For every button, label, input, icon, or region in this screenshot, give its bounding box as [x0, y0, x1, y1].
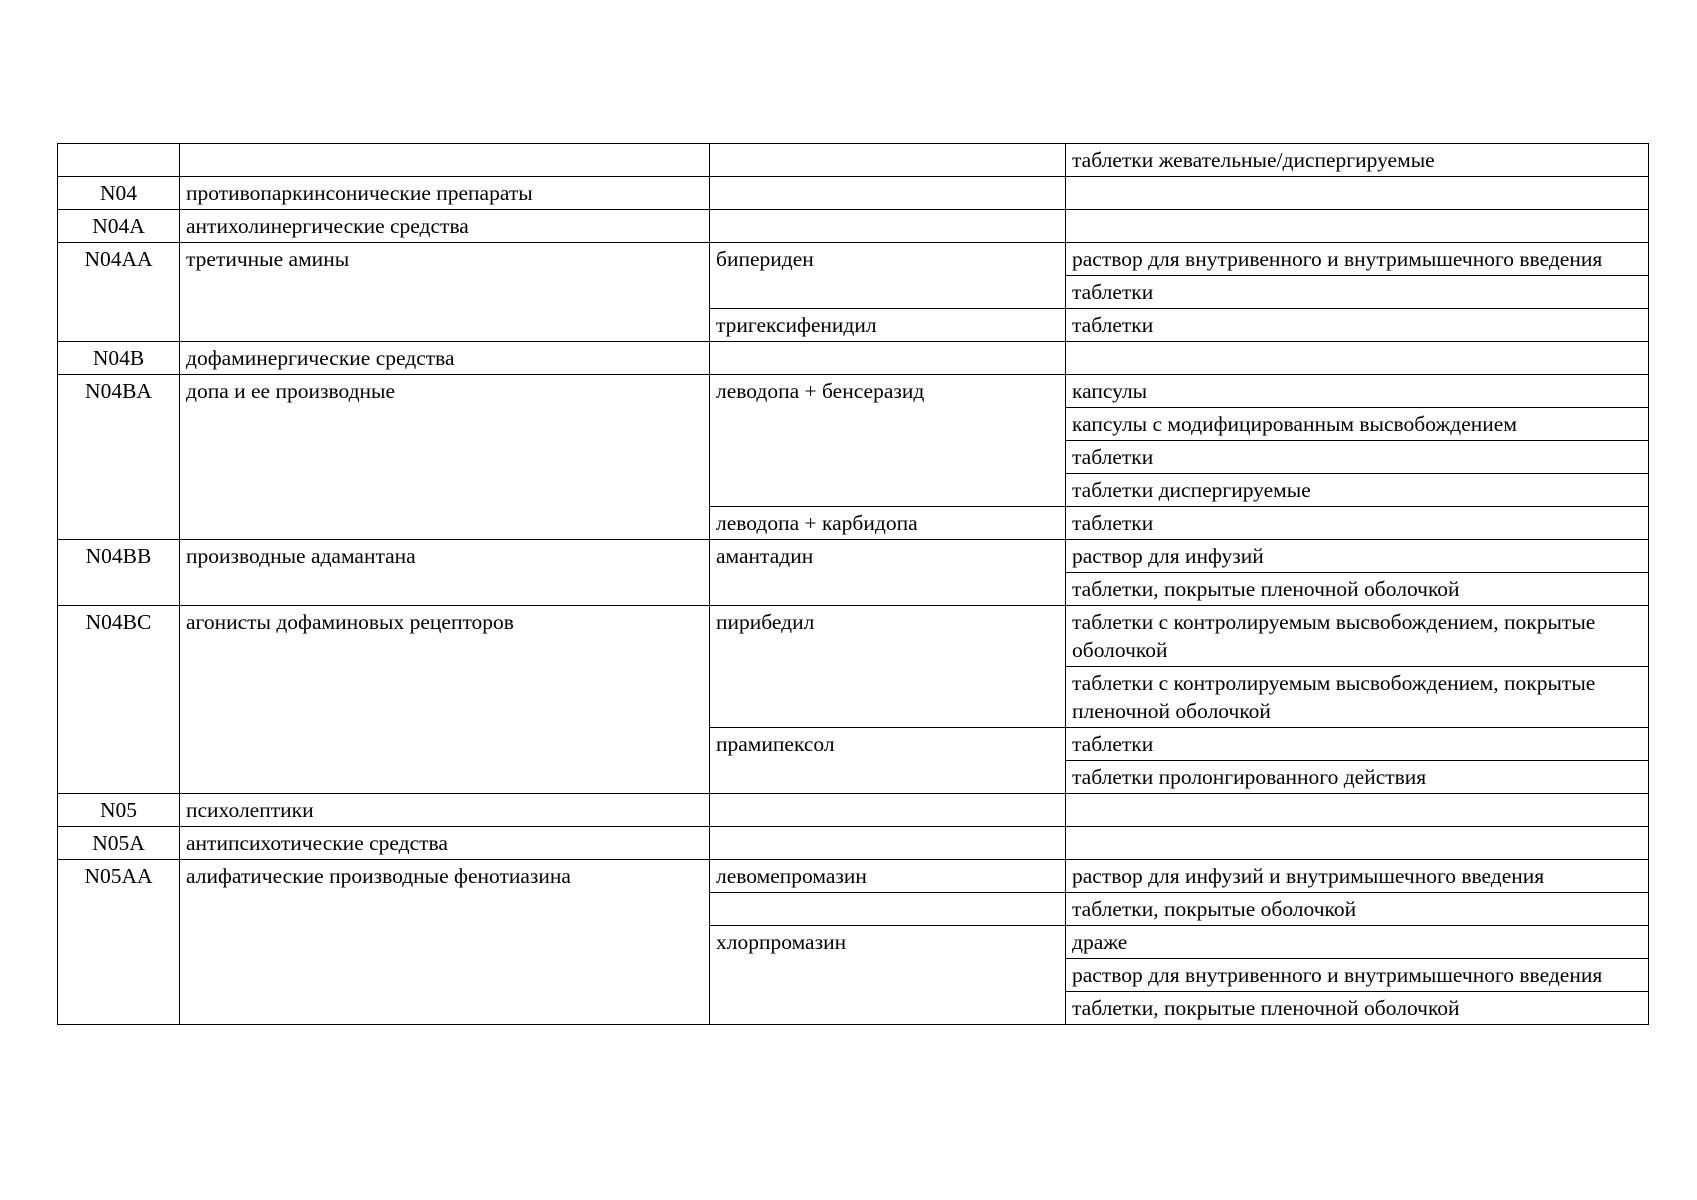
group-name-cell — [180, 375, 710, 540]
cell-text: таблетки, покрытые пленочной оболочкой — [1072, 577, 1460, 601]
cell-text: леводопа + бенсеразид — [716, 379, 925, 403]
cell-text: дофаминергические средства — [186, 346, 455, 370]
cell-text: N05AA — [84, 864, 153, 888]
cell-text: производные адамантана — [186, 544, 416, 568]
drug-name-cell — [710, 210, 1066, 243]
cell-text: амантадин — [716, 544, 814, 568]
group-name-cell — [180, 794, 710, 827]
cell-text: капсулы с модифицированным высвобождением — [1072, 412, 1517, 436]
cell-text: таблетки с контролируемым высвобождением, покрытые оболочкой — [1072, 610, 1596, 662]
atc-code-cell — [58, 827, 180, 860]
table-row — [58, 342, 1649, 375]
cell-text: капсулы — [1072, 379, 1148, 403]
drug-name-cell — [710, 342, 1066, 375]
cell-text: таблетки жевательные/диспергируемые — [1072, 148, 1435, 172]
group-name-cell — [180, 210, 710, 243]
cell-text: психолептики — [186, 798, 314, 822]
dosage-form-cell — [1066, 342, 1649, 375]
drug-name-cell — [710, 177, 1066, 210]
table-body — [58, 144, 1649, 1025]
cell-text: N04 — [99, 181, 138, 205]
cell-text: третичные амины — [186, 247, 350, 271]
table-row — [58, 827, 1649, 860]
dosage-form-cell — [1066, 540, 1649, 573]
cell-text: драже — [1072, 930, 1128, 954]
drug-name-cell — [710, 860, 1066, 893]
dosage-form-cell — [1066, 309, 1649, 342]
cell-text: агонисты дофаминовых рецепторов — [186, 610, 514, 634]
atc-code-cell — [58, 606, 180, 794]
atc-code-cell — [58, 210, 180, 243]
table-row — [58, 144, 1649, 177]
table-row — [58, 794, 1649, 827]
dosage-form-cell — [1066, 606, 1649, 667]
dosage-form-cell — [1066, 408, 1649, 441]
atc-code-cell — [58, 540, 180, 606]
cell-text: противопаркинсонические препараты — [186, 181, 533, 205]
cell-text: таблетки диспергируемые — [1072, 478, 1311, 502]
cell-text: раствор для внутривенного и внутримышечного введения — [1072, 963, 1603, 987]
cell-text: таблетки, покрытые оболочкой — [1072, 897, 1357, 921]
dosage-form-cell — [1066, 761, 1649, 794]
group-name-cell — [180, 144, 710, 177]
cell-text: бипериден — [716, 247, 814, 271]
group-name-cell — [180, 827, 710, 860]
cell-text: пирибедил — [716, 610, 815, 634]
drug-name-cell — [710, 926, 1066, 1025]
table-row — [58, 177, 1649, 210]
cell-text: прамипексол — [716, 732, 835, 756]
atc-code-cell — [58, 860, 180, 1025]
atc-code-cell — [58, 375, 180, 540]
cell-text: допа и ее производные — [186, 379, 396, 403]
dosage-form-cell — [1066, 992, 1649, 1025]
group-name-cell — [180, 342, 710, 375]
cell-text: раствор для инфузий и внутримышечного введения — [1072, 864, 1545, 888]
atc-code-cell — [58, 342, 180, 375]
drug-name-cell — [710, 827, 1066, 860]
cell-text: N04BA — [85, 379, 152, 403]
atc-code-cell — [58, 177, 180, 210]
dosage-form-cell — [1066, 728, 1649, 761]
cell-text: таблетки — [1072, 511, 1154, 535]
cell-text: N05 — [99, 798, 138, 822]
dosage-form-cell — [1066, 474, 1649, 507]
dosage-form-cell — [1066, 144, 1649, 177]
dosage-form-cell — [1066, 243, 1649, 276]
atc-code-cell — [58, 144, 180, 177]
cell-text: N05A — [92, 831, 145, 855]
table-row — [58, 210, 1649, 243]
table-row — [58, 606, 1649, 667]
cell-text: леводопа + карбидопа — [716, 511, 918, 535]
dosage-form-cell — [1066, 573, 1649, 606]
cell-text: антипсихотические средства — [186, 831, 448, 855]
drug-name-cell — [710, 144, 1066, 177]
cell-text: N04BC — [85, 610, 152, 634]
atc-code-cell — [58, 794, 180, 827]
cell-text: антихолинергические средства — [186, 214, 469, 238]
cell-text: таблетки — [1072, 445, 1154, 469]
dosage-form-cell — [1066, 375, 1649, 408]
cell-text: N04A — [92, 214, 145, 238]
dosage-form-cell — [1066, 441, 1649, 474]
cell-text: алифатические производные фенотиазина — [186, 864, 571, 888]
group-name-cell — [180, 540, 710, 606]
drug-name-cell — [710, 893, 1066, 926]
table-row — [58, 860, 1649, 893]
group-name-cell — [180, 606, 710, 794]
cell-text: раствор для инфузий — [1072, 544, 1264, 568]
dosage-form-cell — [1066, 827, 1649, 860]
dosage-form-cell — [1066, 893, 1649, 926]
drug-name-cell — [710, 540, 1066, 606]
cell-text: таблетки — [1072, 313, 1154, 337]
dosage-form-cell — [1066, 926, 1649, 959]
dosage-form-cell — [1066, 794, 1649, 827]
cell-text: раствор для внутривенного и внутримышечного введения — [1072, 247, 1603, 271]
cell-text: таблетки с контролируемым высвобождением, покрытые пленочной оболочкой — [1072, 671, 1596, 723]
table-row — [58, 243, 1649, 276]
cell-text: таблетки — [1072, 280, 1154, 304]
cell-text: таблетки пролонгированного действия — [1072, 765, 1427, 789]
cell-text: таблетки — [1072, 732, 1154, 756]
drug-classification-table — [57, 143, 1649, 1025]
drug-name-cell — [710, 507, 1066, 540]
dosage-form-cell — [1066, 507, 1649, 540]
drug-name-cell — [710, 728, 1066, 794]
dosage-form-cell — [1066, 959, 1649, 992]
dosage-form-cell — [1066, 210, 1649, 243]
drug-name-cell — [710, 794, 1066, 827]
cell-text: таблетки, покрытые пленочной оболочкой — [1072, 996, 1460, 1020]
drug-name-cell — [710, 606, 1066, 728]
dosage-form-cell — [1066, 276, 1649, 309]
group-name-cell — [180, 177, 710, 210]
group-name-cell — [180, 243, 710, 342]
table-row — [58, 375, 1649, 408]
dosage-form-cell — [1066, 667, 1649, 728]
cell-text: N04AA — [84, 247, 153, 271]
atc-code-cell — [58, 243, 180, 342]
dosage-form-cell — [1066, 860, 1649, 893]
cell-text: тригексифенидил — [716, 313, 877, 337]
cell-text: N04B — [92, 346, 145, 370]
drug-name-cell — [710, 243, 1066, 309]
drug-name-cell — [710, 375, 1066, 507]
drug-name-cell — [710, 309, 1066, 342]
dosage-form-cell — [1066, 177, 1649, 210]
cell-text: хлорпромазин — [716, 930, 847, 954]
cell-text: левомепромазин — [716, 864, 867, 888]
table-row — [58, 540, 1649, 573]
cell-text: N04BB — [85, 544, 152, 568]
group-name-cell — [180, 860, 710, 1025]
